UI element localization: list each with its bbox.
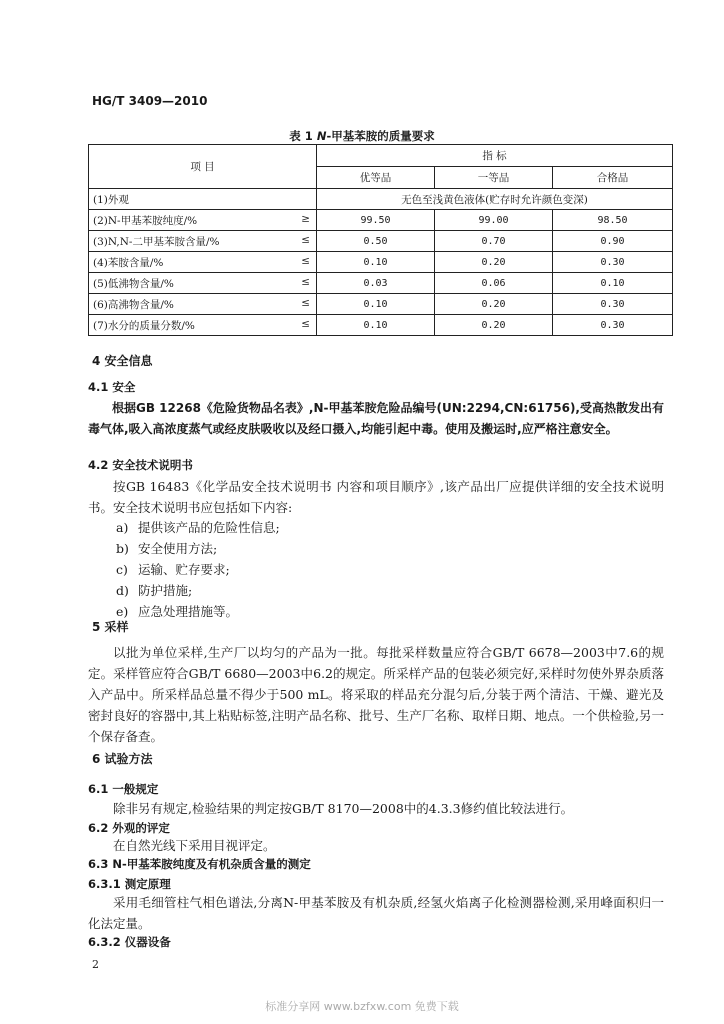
list-item: e) 应急处理措施等。 (116, 604, 239, 619)
caption-prefix: 表 1 (289, 129, 313, 143)
section-6-2-text: 在自然光线下采用目视评定。 (113, 838, 276, 853)
standard-code: HG/T 3409—2010 (92, 94, 208, 108)
caption-italic: N (316, 129, 327, 143)
value-cell: 0.10 (317, 252, 435, 273)
row-label: (1)外观 (89, 189, 317, 210)
comparison-symbol: ≤ (301, 297, 310, 309)
watermark: 标准分享网 www.bzfxw.com 免费下载 (265, 1000, 459, 1013)
value-cell: 99.50 (317, 210, 435, 231)
value-cell: 99.00 (435, 210, 553, 231)
grade-first: 一等品 (435, 167, 553, 189)
appearance-value: 无色至浅黄色液体(贮存时允许颜色变深) (317, 189, 673, 210)
table-row (89, 231, 673, 252)
comparison-symbol: ≤ (301, 276, 310, 288)
section-6-2-heading: 6.2 外观的评定 (88, 821, 170, 835)
list-item: c) 运输、贮存要求; (116, 562, 230, 577)
list-item: b) 安全使用方法; (116, 541, 218, 556)
row-label: (6)高沸物含量/% ≤ (89, 294, 317, 315)
row-label: (3)N,N-二甲基苯胺含量/% ≤ (89, 231, 317, 252)
section-6-heading: 6 试验方法 (92, 752, 153, 766)
value-cell: 0.06 (435, 273, 553, 294)
comparison-symbol: ≤ (301, 234, 310, 246)
table-row (89, 252, 673, 273)
section-5-text: 以批为单位采样,生产厂以均匀的产品为一批。每批采样数量应符合GB/T 6678—2003中7.6的规定。采样管应符合GB/T 6680—2003中6.2的规定。所采样产品的包装必须完好,采样时勿使外界杂质落入产品中。所采样品总量不得少于500 mL。将采取的样品充分混匀后,分装于两个清洁、干燥、避光及密封良好的容器中,其上粘贴标签,注明产品名称、批号、生产厂名称、取样日期、地点。一个供检验,另一个保存备查。 (88, 645, 664, 744)
table-row (89, 189, 673, 210)
table-row (89, 210, 673, 231)
section-6-3-2-heading: 6.3.2 仪器设备 (88, 935, 171, 949)
comparison-symbol: ≤ (301, 318, 310, 330)
value-cell: 0.20 (435, 315, 553, 336)
value-cell: 0.10 (317, 294, 435, 315)
grade-qualified: 合格品 (553, 167, 673, 189)
page-number: 2 (92, 958, 99, 971)
section-6-3-heading: 6.3 N-甲基苯胺纯度及有机杂质含量的测定 (88, 857, 311, 871)
row-label: (4)苯胺含量/% ≤ (89, 252, 317, 273)
table-row (89, 315, 673, 336)
head-index: 指 标 (317, 145, 673, 167)
section-6-1-heading: 6.1 一般规定 (88, 782, 159, 796)
section-5-heading: 5 采样 (92, 620, 129, 634)
value-cell: 0.10 (317, 315, 435, 336)
section-4-2-text: 按GB 16483《化学品安全技术说明书 内容和项目顺序》,该产品出厂应提供详细的安全技术说明书。安全技术说明书应包括如下内容: (88, 479, 664, 515)
head-item: 项 目 (89, 145, 317, 189)
list-item: d) 防护措施; (116, 583, 193, 598)
value-cell: 98.50 (553, 210, 673, 231)
value-cell: 0.50 (317, 231, 435, 252)
value-cell: 0.20 (435, 294, 553, 315)
section-6-3-1-heading: 6.3.1 测定原理 (88, 877, 171, 891)
row-label: (7)水分的质量分数/% ≤ (89, 315, 317, 336)
section-4-heading: 4 安全信息 (92, 354, 153, 368)
quality-table (88, 144, 673, 336)
row-label: (2)N-甲基苯胺纯度/% ≥ (89, 210, 317, 231)
grade-premium: 优等品 (317, 167, 435, 189)
section-6-3-1-text: 采用毛细管柱气相色谱法,分离N-甲基苯胺及有机杂质,经氢火焰离子化检测器检测,采用峰面积归一化法定量。 (88, 895, 664, 931)
table-caption (0, 128, 724, 144)
value-cell: 0.03 (317, 273, 435, 294)
section-4-1-heading: 4.1 安全 (88, 380, 136, 394)
comparison-symbol: ≥ (301, 213, 310, 225)
section-4-2-heading: 4.2 安全技术说明书 (88, 458, 193, 472)
row-label: (5)低沸物含量/% ≤ (89, 273, 317, 294)
table-row (89, 294, 673, 315)
value-cell: 0.30 (553, 315, 673, 336)
table-row (89, 273, 673, 294)
section-6-1-text: 除非另有规定,检验结果的判定按GB/T 8170—2008中的4.3.3修约值比较法进行。 (113, 801, 574, 816)
value-cell: 0.10 (553, 273, 673, 294)
value-cell: 0.70 (435, 231, 553, 252)
value-cell: 0.30 (553, 294, 673, 315)
value-cell: 0.20 (435, 252, 553, 273)
comparison-symbol: ≤ (301, 255, 310, 267)
list-item: a) 提供该产品的危险性信息; (116, 520, 280, 535)
section-4-1-text: 根据GB 12268《危险货物品名表》,N-甲基苯胺危险品编号(UN:2294,CN:61756),受高热散发出有毒气体,吸入高浓度蒸气或经皮肤吸收以及经口摄入,均能引起中毒。使用及搬运时,应严格注意安全。 (88, 401, 664, 436)
caption-rest: -甲基苯胺的质量要求 (326, 129, 435, 143)
value-cell: 0.30 (553, 252, 673, 273)
value-cell: 0.90 (553, 231, 673, 252)
